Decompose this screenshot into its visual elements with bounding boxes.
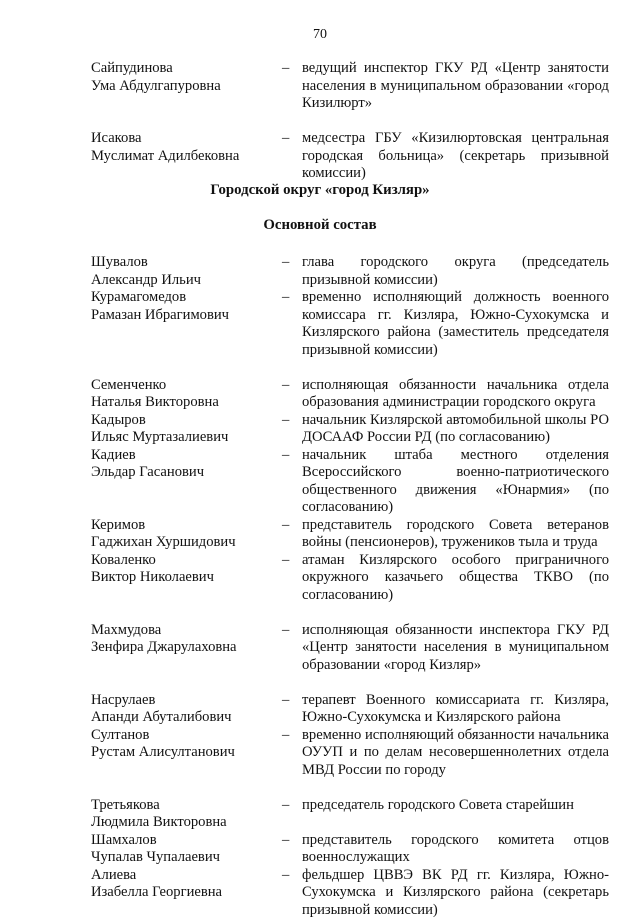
member-surname: Шамхалов	[91, 832, 282, 850]
dash-separator: –	[282, 692, 302, 727]
member-given-name: Наталья Викторовна	[91, 394, 282, 412]
dash-separator: –	[282, 289, 302, 359]
member-surname: Кадыров	[91, 412, 282, 430]
member-name	[91, 254, 282, 289]
member-given-name: Ильяс Муртазалиевич	[91, 429, 282, 447]
member-name	[91, 797, 282, 832]
list-item	[91, 692, 609, 727]
member-given-name: Муслимат Адилбековна	[91, 148, 282, 166]
member-role: председатель городского Совета старейшин	[302, 797, 609, 832]
member-surname: Алиева	[91, 867, 282, 885]
member-role: начальник штаба местного отделения Всероссийского военно-патриотического общественного движения «Юнармия» (по согласованию)	[302, 447, 609, 517]
list-item	[91, 130, 609, 183]
member-given-name: Чупалав Чупалаевич	[91, 849, 282, 867]
spacer	[91, 779, 609, 797]
member-given-name: Людмила Викторовна	[91, 814, 282, 832]
list-item	[91, 289, 609, 359]
list-item	[91, 412, 609, 447]
member-name	[91, 130, 282, 183]
member-role: представитель городского Совета ветеранов войны (пенсионеров), тружеников тыла и труда	[302, 517, 609, 552]
member-name	[91, 517, 282, 552]
member-name	[91, 60, 282, 113]
dash-separator: –	[282, 797, 302, 832]
dash-separator: –	[282, 447, 302, 517]
member-name	[91, 727, 282, 780]
page-number: 70	[0, 26, 640, 44]
member-surname: Султанов	[91, 727, 282, 745]
list-item	[91, 622, 609, 675]
spacer	[91, 359, 609, 377]
member-role: исполняющая обязанности инспектора ГКУ РД «Центр занятости населения в муниципальном образовании «город Кизляр»	[302, 622, 609, 675]
dash-separator: –	[282, 552, 302, 605]
list-item	[91, 447, 609, 517]
member-given-name: Зенфира Джарулаховна	[91, 639, 282, 657]
member-given-name: Рамазан Ибрагимович	[91, 307, 282, 325]
member-role: глава городского округа (председатель призывной комиссии)	[302, 254, 609, 289]
list-item	[91, 832, 609, 867]
member-surname: Семенченко	[91, 377, 282, 395]
member-role: исполняющая обязанности начальника отдела образования администрации городского округа	[302, 377, 609, 412]
member-given-name: Виктор Николаевич	[91, 569, 282, 587]
member-surname: Керимов	[91, 517, 282, 535]
member-name	[91, 447, 282, 517]
dash-separator: –	[282, 727, 302, 780]
member-surname: Махмудова	[91, 622, 282, 640]
member-given-name: Апанди Абуталибович	[91, 709, 282, 727]
member-name	[91, 867, 282, 919]
dash-separator: –	[282, 832, 302, 867]
dash-separator: –	[282, 517, 302, 552]
member-name	[91, 832, 282, 867]
member-given-name: Изабелла Георгиевна	[91, 884, 282, 902]
spacer	[91, 113, 609, 131]
dash-separator: –	[282, 412, 302, 447]
list-item	[91, 552, 609, 605]
member-given-name: Ума Абдулгапуровна	[91, 78, 282, 96]
member-role: представитель городского комитета отцов военнослужащих	[302, 832, 609, 867]
member-role: начальник Кизлярской автомобильной школы РО ДОСААФ России РД (по согласованию)	[302, 412, 609, 447]
member-surname: Третьякова	[91, 797, 282, 815]
member-surname: Насрулаев	[91, 692, 282, 710]
top-entries-list	[91, 60, 609, 183]
member-surname: Шувалов	[91, 254, 282, 272]
list-item	[91, 727, 609, 780]
list-item	[91, 60, 609, 113]
member-given-name: Эльдар Гасанович	[91, 464, 282, 482]
member-role: ведущий инспектор ГКУ РД «Центр занятости населения в муниципальном образовании «город Кизилюрт»	[302, 60, 609, 113]
member-role: временно исполняющий обязанности начальника ОУУП и по делам несовершеннолетних отдела МВД России по городу	[302, 727, 609, 780]
list-item	[91, 254, 609, 289]
member-name	[91, 289, 282, 359]
member-surname: Коваленко	[91, 552, 282, 570]
main-composition-list	[91, 254, 609, 919]
member-surname: Исакова	[91, 130, 282, 148]
dash-separator: –	[282, 377, 302, 412]
member-name	[91, 552, 282, 605]
member-role: атаман Кизлярского особого приграничного окружного казачьего общества ТКВО (по согласованию)	[302, 552, 609, 605]
list-item	[91, 377, 609, 412]
spacer	[91, 604, 609, 622]
list-item	[91, 867, 609, 919]
member-name	[91, 377, 282, 412]
dash-separator: –	[282, 622, 302, 675]
member-surname: Курамагомедов	[91, 289, 282, 307]
member-role: фельдшер ЦВВЭ ВК РД гг. Кизляра, Южно-Сухокумска и Кизлярского района (секретарь призывной комиссии)	[302, 867, 609, 919]
dash-separator: –	[282, 60, 302, 113]
dash-separator: –	[282, 867, 302, 919]
member-role: медсестра ГБУ «Кизилюртовская центральная городская больница» (секретарь призывной комиссии)	[302, 130, 609, 183]
dash-separator: –	[282, 254, 302, 289]
spacer	[91, 674, 609, 692]
member-given-name: Александр Ильич	[91, 272, 282, 290]
dash-separator: –	[282, 130, 302, 183]
member-name	[91, 622, 282, 675]
member-given-name: Рустам Алисултанович	[91, 744, 282, 762]
member-given-name: Гаджихан Хуршидович	[91, 534, 282, 552]
subsection-heading: Основной состав	[0, 217, 640, 235]
member-name	[91, 692, 282, 727]
member-role: временно исполняющий должность военного комиссара гг. Кизляра, Южно-Сухокумска и Кизлярского района (заместитель председателя призывной комиссии)	[302, 289, 609, 359]
member-role: терапевт Военного комиссариата гг. Кизляра, Южно-Сухокумска и Кизлярского района	[302, 692, 609, 727]
list-item	[91, 797, 609, 832]
list-item	[91, 517, 609, 552]
section-heading: Городской округ «город Кизляр»	[0, 182, 640, 200]
member-surname: Кадиев	[91, 447, 282, 465]
member-name	[91, 412, 282, 447]
member-surname: Сайпудинова	[91, 60, 282, 78]
